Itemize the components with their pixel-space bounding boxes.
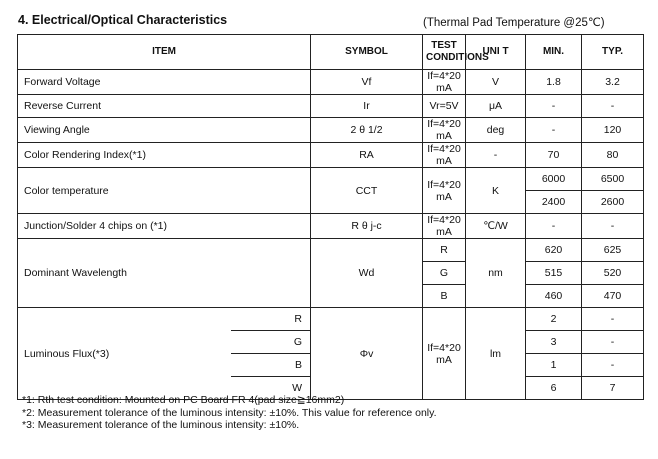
table-row bbox=[18, 168, 644, 191]
symbol-cell: Ir bbox=[311, 95, 423, 118]
symbol-cell: Vf bbox=[311, 70, 423, 95]
min-cell: 1 bbox=[526, 354, 582, 377]
footnote: *3: Measurement tolerance of the luminous intensity: ±10%. bbox=[22, 419, 300, 431]
unit-cell: ℃/W bbox=[466, 214, 526, 239]
item-cell: Color Rendering Index(*1) bbox=[18, 143, 311, 168]
header-typ: TYP. bbox=[582, 35, 644, 70]
item-cell: Junction/Solder 4 chips on (*1) bbox=[18, 214, 311, 239]
min-cell: 6000 bbox=[526, 168, 582, 191]
min-cell: 515 bbox=[526, 262, 582, 285]
unit-cell: V bbox=[466, 70, 526, 95]
min-cell: 460 bbox=[526, 285, 582, 308]
section-title: 4. Electrical/Optical Characteristics bbox=[18, 13, 228, 27]
item-cell: Dominant Wavelength bbox=[18, 239, 311, 308]
typ-cell: - bbox=[582, 354, 644, 377]
typ-cell: 3.2 bbox=[582, 70, 644, 95]
table-row bbox=[18, 70, 644, 95]
header-unit: UNI T bbox=[466, 35, 526, 70]
unit-cell: - bbox=[466, 143, 526, 168]
symbol-cell: CCT bbox=[311, 168, 423, 214]
min-cell: 6 bbox=[526, 377, 582, 400]
typ-cell: 470 bbox=[582, 285, 644, 308]
unit-cell: deg bbox=[466, 118, 526, 143]
typ-cell: 625 bbox=[582, 239, 644, 262]
min-cell: - bbox=[526, 214, 582, 239]
header-item: ITEM bbox=[18, 35, 311, 70]
item-cell: Luminous Flux(*3) bbox=[18, 308, 231, 400]
symbol-cell: R θ j-c bbox=[311, 214, 423, 239]
test-cell: Vr=5V bbox=[423, 95, 466, 118]
min-cell: 620 bbox=[526, 239, 582, 262]
symbol-cell: Wd bbox=[311, 239, 423, 308]
symbol-cell: 2 θ 1/2 bbox=[311, 118, 423, 143]
typ-cell: 120 bbox=[582, 118, 644, 143]
min-cell: 2 bbox=[526, 308, 582, 331]
header-test-conditions: TEST CONDITIONS bbox=[423, 35, 466, 70]
symbol-cell: Φv bbox=[311, 308, 423, 400]
table-row bbox=[18, 95, 644, 118]
table-row bbox=[18, 308, 644, 331]
table-row bbox=[18, 214, 644, 239]
unit-cell: K bbox=[466, 168, 526, 214]
sub-label-cell: B bbox=[231, 354, 311, 377]
table-row bbox=[18, 143, 644, 168]
typ-cell: 520 bbox=[582, 262, 644, 285]
characteristics-table bbox=[17, 34, 644, 400]
min-cell: 1.8 bbox=[526, 70, 582, 95]
item-cell: Forward Voltage bbox=[18, 70, 311, 95]
table-row bbox=[18, 118, 644, 143]
min-cell: 2400 bbox=[526, 191, 582, 214]
test-cell: If=4*20 mA bbox=[423, 168, 466, 214]
footnote: *1: Rth test condition: Mounted on PC Board FR 4(pad size≧16mm2) bbox=[22, 394, 345, 406]
test-cell: If=4*20 mA bbox=[423, 143, 466, 168]
sub-label-cell: R bbox=[231, 308, 311, 331]
table-header-row bbox=[18, 35, 644, 70]
sub-label-cell: R bbox=[423, 239, 466, 262]
typ-cell: - bbox=[582, 95, 644, 118]
typ-cell: 7 bbox=[582, 377, 644, 400]
footnote: *2: Measurement tolerance of the luminous intensity: ±10%. This value for reference only. bbox=[22, 406, 437, 419]
unit-cell: μA bbox=[466, 95, 526, 118]
min-cell: 3 bbox=[526, 331, 582, 354]
table-row bbox=[18, 239, 644, 262]
test-cell: If=4*20 mA bbox=[423, 308, 466, 400]
sub-label-cell: B bbox=[423, 285, 466, 308]
sub-label-cell: W bbox=[231, 377, 311, 400]
typ-cell: - bbox=[582, 331, 644, 354]
min-cell: 70 bbox=[526, 143, 582, 168]
test-cell: If=4*20 mA bbox=[423, 214, 466, 239]
test-cell: If=4*20 mA bbox=[423, 70, 466, 95]
item-cell: Viewing Angle bbox=[18, 118, 311, 143]
header-symbol: SYMBOL bbox=[311, 35, 423, 70]
min-cell: - bbox=[526, 95, 582, 118]
item-cell: Color temperature bbox=[18, 168, 311, 214]
header-min: MIN. bbox=[526, 35, 582, 70]
typ-cell: 2600 bbox=[582, 191, 644, 214]
unit-cell: lm bbox=[466, 308, 526, 400]
typ-cell: - bbox=[582, 308, 644, 331]
unit-cell: nm bbox=[466, 239, 526, 308]
sub-label-cell: G bbox=[231, 331, 311, 354]
test-cell: If=4*20 mA bbox=[423, 118, 466, 143]
typ-cell: 6500 bbox=[582, 168, 644, 191]
symbol-cell: RA bbox=[311, 143, 423, 168]
test-condition-note: (Thermal Pad Temperature @25℃) bbox=[423, 17, 605, 29]
typ-cell: - bbox=[582, 214, 644, 239]
item-cell: Reverse Current bbox=[18, 95, 311, 118]
footnotes bbox=[22, 394, 437, 432]
min-cell: - bbox=[526, 118, 582, 143]
sub-label-cell: G bbox=[423, 262, 466, 285]
typ-cell: 80 bbox=[582, 143, 644, 168]
